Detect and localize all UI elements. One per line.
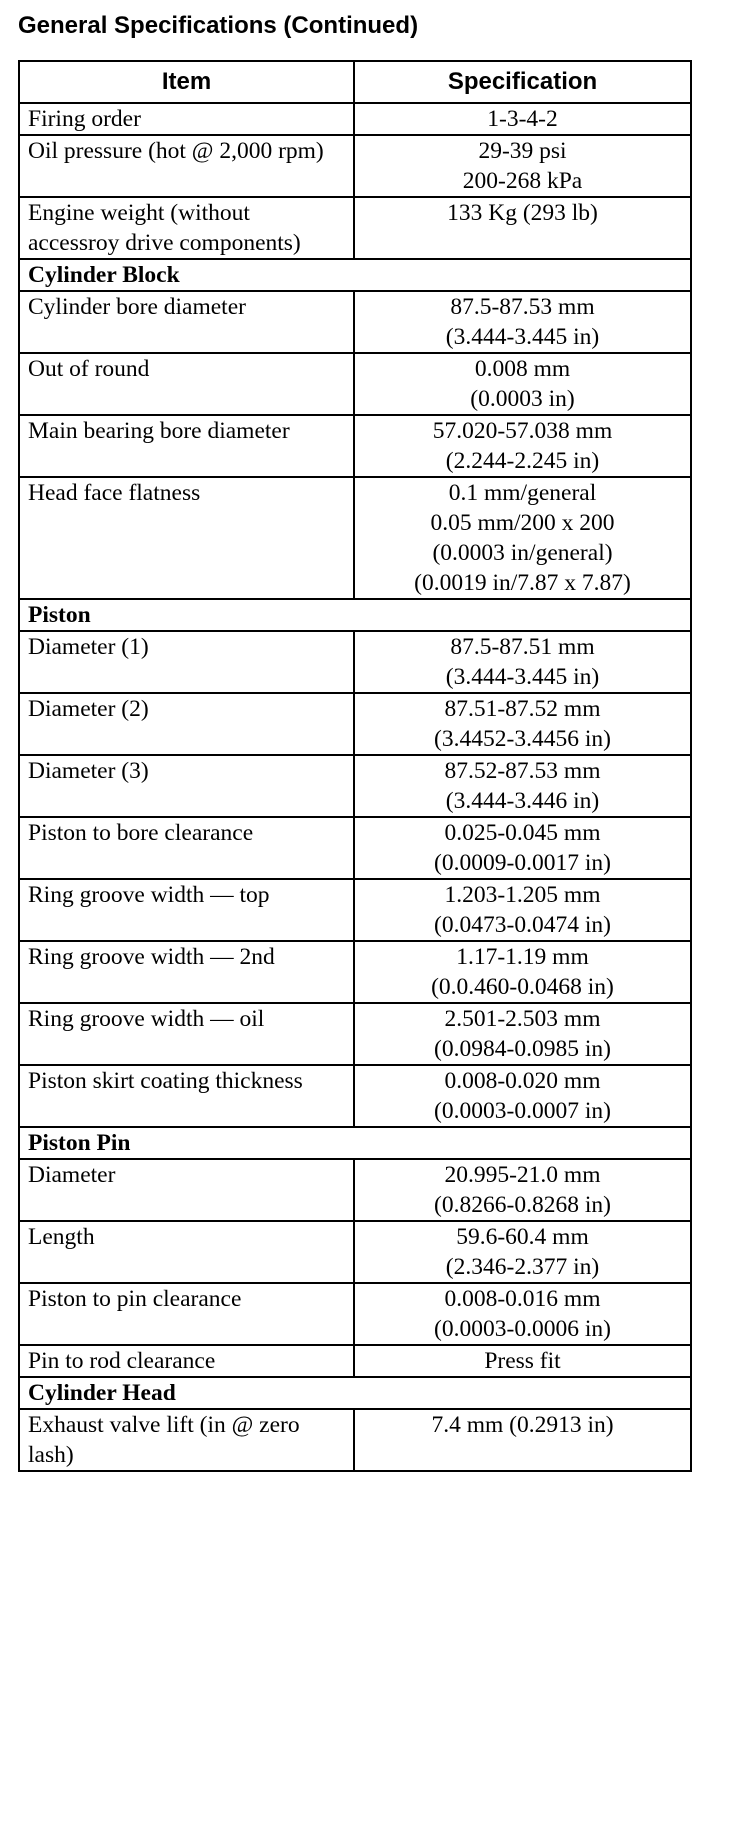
table-row: [19, 693, 691, 755]
item-cell: Out of round: [19, 353, 354, 415]
table-row: [19, 291, 691, 353]
item-cell: Piston skirt coating thickness: [19, 1065, 354, 1127]
item-cell: Ring groove width — 2nd: [19, 941, 354, 1003]
table-row: [19, 941, 691, 1003]
specification-cell: 7.4 mm (0.2913 in): [354, 1409, 691, 1471]
specification-cell: 1.17-1.19 mm (0.0.460-0.0468 in): [354, 941, 691, 1003]
specification-cell: Press fit: [354, 1345, 691, 1377]
table-row: [19, 755, 691, 817]
specification-cell: 1.203-1.205 mm (0.0473-0.0474 in): [354, 879, 691, 941]
specification-cell: 20.995-21.0 mm (0.8266-0.8268 in): [354, 1159, 691, 1221]
item-cell: Piston to bore clearance: [19, 817, 354, 879]
specifications-table: [18, 60, 692, 1472]
section-header-row: [19, 259, 691, 291]
specification-cell: 0.025-0.045 mm (0.0009-0.0017 in): [354, 817, 691, 879]
table-row: [19, 1159, 691, 1221]
specification-cell: 133 Kg (293 lb): [354, 197, 691, 259]
section-title: Piston Pin: [19, 1127, 691, 1159]
item-cell: Pin to rod clearance: [19, 1345, 354, 1377]
specification-cell: 0.008 mm (0.0003 in): [354, 353, 691, 415]
item-cell: Ring groove width — oil: [19, 1003, 354, 1065]
table-row: [19, 631, 691, 693]
table-row: [19, 1409, 691, 1471]
item-cell: Oil pressure (hot @ 2,000 rpm): [19, 135, 354, 197]
specification-cell: 87.51-87.52 mm (3.4452-3.4456 in): [354, 693, 691, 755]
specification-cell: 87.5-87.51 mm (3.444-3.445 in): [354, 631, 691, 693]
section-header-row: [19, 599, 691, 631]
column-header-specification: Specification: [354, 61, 691, 103]
section-title: Piston: [19, 599, 691, 631]
item-cell: Piston to pin clearance: [19, 1283, 354, 1345]
table-row: [19, 817, 691, 879]
table-row: [19, 879, 691, 941]
item-cell: Diameter (3): [19, 755, 354, 817]
item-cell: Diameter (2): [19, 693, 354, 755]
specification-cell: 0.1 mm/general 0.05 mm/200 x 200 (0.0003 in/general) (0.0019 in/7.87 x 7.87): [354, 477, 691, 599]
table-row: [19, 135, 691, 197]
item-cell: Cylinder bore diameter: [19, 291, 354, 353]
specification-cell: 87.52-87.53 mm (3.444-3.446 in): [354, 755, 691, 817]
item-cell: Diameter (1): [19, 631, 354, 693]
specification-cell: 2.501-2.503 mm (0.0984-0.0985 in): [354, 1003, 691, 1065]
table-row: [19, 1065, 691, 1127]
specification-cell: 29-39 psi 200-268 kPa: [354, 135, 691, 197]
item-cell: Diameter: [19, 1159, 354, 1221]
table-row: [19, 415, 691, 477]
section-header-row: [19, 1127, 691, 1159]
table-row: [19, 197, 691, 259]
item-cell: Firing order: [19, 103, 354, 135]
specification-cell: 1-3-4-2: [354, 103, 691, 135]
item-cell: Length: [19, 1221, 354, 1283]
specification-cell: 87.5-87.53 mm (3.444-3.445 in): [354, 291, 691, 353]
section-header-row: [19, 1377, 691, 1409]
table-row: [19, 477, 691, 599]
section-title: Cylinder Head: [19, 1377, 691, 1409]
table-row: [19, 1345, 691, 1377]
item-cell: Head face flatness: [19, 477, 354, 599]
table-row: [19, 103, 691, 135]
specification-cell: 57.020-57.038 mm (2.244-2.245 in): [354, 415, 691, 477]
specification-cell: 0.008-0.020 mm (0.0003-0.0007 in): [354, 1065, 691, 1127]
item-cell: Exhaust valve lift (in @ zero lash): [19, 1409, 354, 1471]
item-cell: Main bearing bore diameter: [19, 415, 354, 477]
item-cell: Engine weight (without accessroy drive components): [19, 197, 354, 259]
specification-cell: 59.6-60.4 mm (2.346-2.377 in): [354, 1221, 691, 1283]
table-row: [19, 353, 691, 415]
specification-cell: 0.008-0.016 mm (0.0003-0.0006 in): [354, 1283, 691, 1345]
table-row: [19, 1283, 691, 1345]
column-header-item: Item: [19, 61, 354, 103]
table-row: [19, 1003, 691, 1065]
section-title: Cylinder Block: [19, 259, 691, 291]
item-cell: Ring groove width — top: [19, 879, 354, 941]
page-title: General Specifications (Continued): [18, 12, 419, 39]
table-row: [19, 1221, 691, 1283]
table-header-row: [19, 61, 691, 103]
table-body: [19, 103, 691, 1471]
